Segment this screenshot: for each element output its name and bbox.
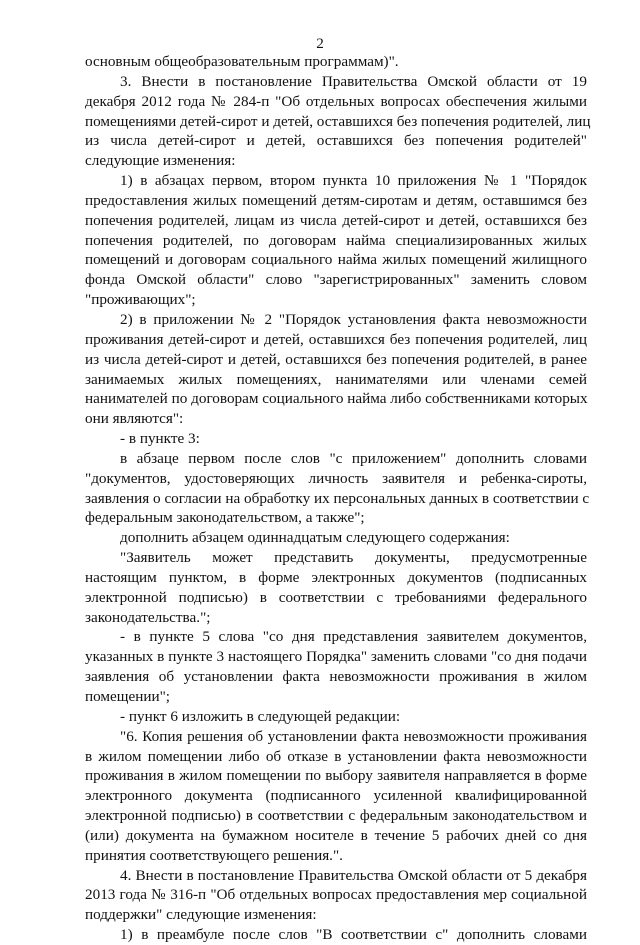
text-line: фонда Омской области" слово "зарегистрированных" заменить словом [85,271,587,289]
text-line: 2013 года № 316-п "Об отдельных вопросах предоставления мер социальной [85,886,587,904]
text-line: (или) документа на бумажном носителе в течение 5 рабочих дней со дня [85,826,587,844]
text-line: нанимателей по договорам социального найма либо собственниками которых [85,390,588,408]
text-line: декабря 2012 года № 284-п "Об отдельных вопросах обеспечения жилыми [85,92,587,110]
text-line: "6. Копия решения об установлении факта невозможности проживания [120,727,587,745]
text-line: настоящим пунктом, в форме электронных документов (подписанных [85,568,587,586]
text-line: в жилом помещении либо об отказе в установлении факта невозможности [85,747,587,765]
text-line: 2) в приложении № 2 "Порядок установления факта невозможности [120,310,587,328]
text-line: 4. Внести в постановление Правительства Омской области от 5 декабря [120,866,587,884]
text-line: предоставления жилых помещений детям-сиротам и детям, оставшимся без [85,191,587,209]
text-line: из числа детей-сирот и детей, оставшихся без попечения родителей" [85,132,587,150]
text-line: указанных в пункте 3 настоящего Порядка" заменить словами "со дня подачи [85,648,587,666]
text-line: заявления о согласии на обработку их персональных данных в соответствии с [85,489,590,507]
text-line: в абзаце первом после слов "с приложением" дополнить словами [120,449,587,467]
text-line: электронной подписью) в соответствии с требованиями федерального [85,588,587,606]
text-line: проживания в жилом помещении по выбору заявителя направляется в форме [85,767,587,785]
text-line: 1) в абзацах первом, втором пункта 10 приложения № 1 "Порядок [120,172,587,190]
text-line: электронной подписью) в соответствии с федеральным законодательством и [85,807,587,825]
text-line: поддержки" следующие изменения: [85,906,317,924]
text-line: федеральным законодательством, а также"; [85,509,365,527]
text-line: занимаемых жилых помещениях, нанимателями или членами семей [85,370,587,388]
text-line: основным общеобразовательным программам)". [85,53,399,70]
text-line: помещениями детей-сирот и детей, оставшихся без попечения родителей, лиц [85,112,591,130]
text-line: помещений и договорам социального найма жилых помещений жилищного [85,251,587,269]
text-line: попечения родителей, по договорам найма специализированных жилых [85,231,587,249]
text-line: из числа детей-сирот и детей, оставшихся без попечения родителей, в ранее [85,350,587,368]
text-line: они являются": [85,410,184,428]
document-body [85,52,591,945]
text-line: помещении"; [85,688,171,705]
text-line: "проживающих"; [85,291,196,309]
text-line: - пункт 6 изложить в следующей редакции: [120,707,401,725]
text-line: 3. Внести в постановление Правительства Омской области от 19 [120,72,587,90]
text-line: дополнить абзацем одиннадцатым следующего содержания: [120,529,510,547]
text-line: 1) в преамбуле после слов "В соответствии с" дополнить словами [120,926,587,944]
text-line: "документов, удостоверяющих личность заявителя и ребенка-сироты, [85,469,587,487]
text-line: проживания детей-сирот и детей, оставшихся без попечения родителей, лиц [85,330,587,348]
text-line: следующие изменения: [85,152,236,170]
text-line: "Заявитель может представить документы, предусмотренные [120,549,587,567]
text-line: - в пункте 5 слова "со дня представления заявителем документов, [120,628,587,646]
text-line: заявления об установлении факта невозможности проживания в жилом [85,668,587,686]
text-line: законодательства."; [85,608,211,626]
text-line: попечения родителей, лицам из числа детей-сирот и детей, оставшихся без [85,211,587,229]
text-line: электронного документа (подписанного усиленной квалифицированной [85,787,587,805]
text-line: - в пункте 3: [120,430,200,448]
text-line: принятия соответствующего решения.". [85,846,343,864]
page-number: 2 [316,35,324,52]
